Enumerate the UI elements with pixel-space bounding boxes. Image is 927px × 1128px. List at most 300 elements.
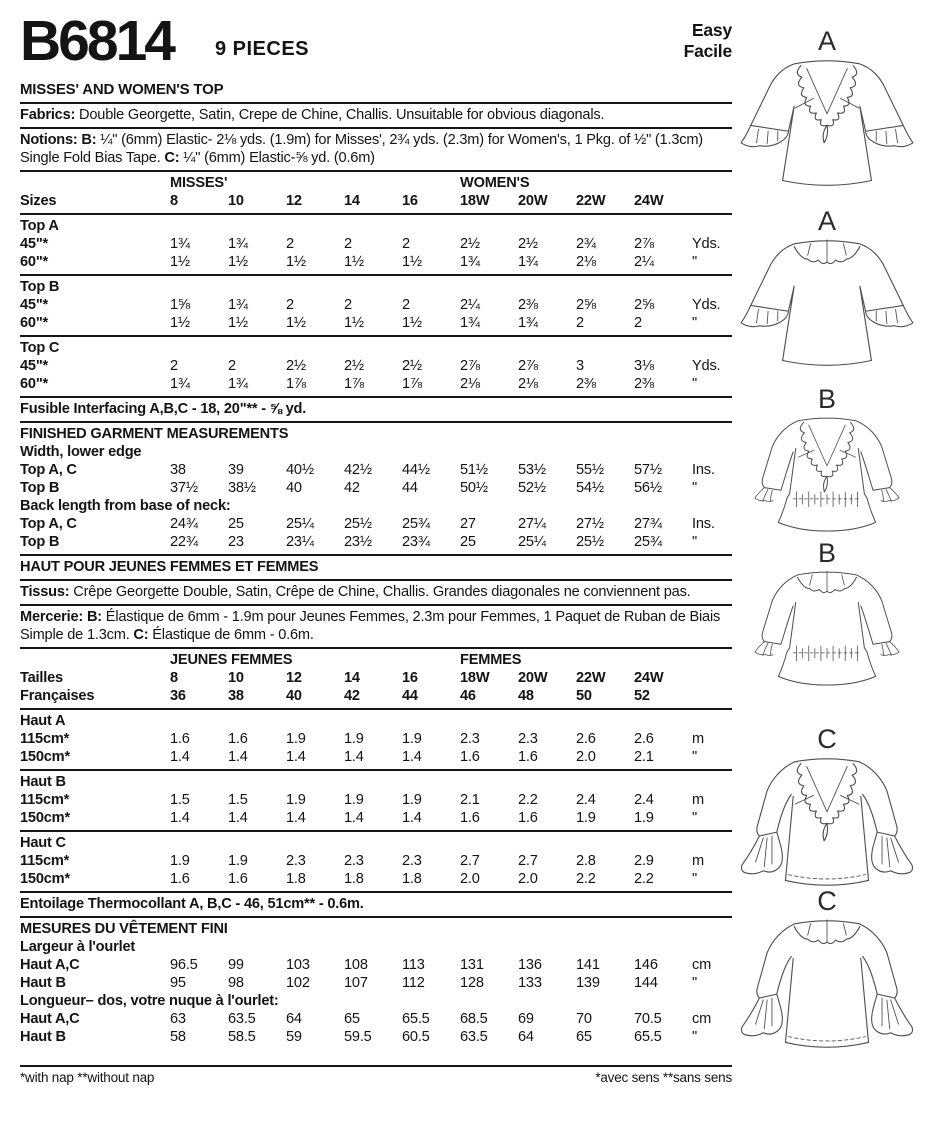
table-row [20,748,732,766]
table-cell: 23¾ [402,534,430,550]
table-cell: 1.6 [170,871,190,887]
garment-c-front-illustration [734,752,920,892]
row-label: Top A, C [20,462,77,478]
table-cell: 2⅛ [576,254,596,270]
table-cell: 2⅜ [518,297,538,313]
row-label: 45"* [20,297,49,313]
table-cell: 2⅞ [634,236,654,252]
table-cell: 107 [344,975,368,991]
table-cell: 2⅛ [518,376,538,392]
section-label: Haut C [20,835,66,851]
garment-a-front-illustration [734,54,920,194]
garment-b-back-illustration [734,566,920,692]
table-cell: 60.5 [402,1029,430,1045]
table-cell: 1.6 [518,810,538,826]
table-cell: 12 [286,193,302,209]
table-cell: 22W [576,193,606,209]
table-cell: 2.7 [518,853,538,869]
table-cell: 1½ [170,315,190,331]
table-cell: 2.3 [344,853,364,869]
notions-paragraph: Notions: B: ¼" (6mm) Elastic- 2⅛ yds. (1.9m) for Misses', 2¾ yds. (2.3m) for Women's, 1 Pkg. of ½" (1.3cm) Single Fold Bias Tape. C: ¼" (6mm) Elastic-⅝ yd. (0.6m) [20,132,703,166]
table-cell: 95 [170,975,186,991]
garment-b-front-figure [731,386,923,538]
table-cell: 63 [170,1011,186,1027]
table-cell: 2⅝ [576,297,596,313]
table-cell: 139 [576,975,600,991]
garment-c-back-label: C [817,886,837,916]
francaises-header-row [20,687,732,705]
table-row [20,730,732,748]
table-cell: 128 [460,975,484,991]
row-unit: cm [692,1011,712,1027]
row-label: 115cm* [20,853,70,869]
difficulty-fr: Facile [683,41,732,61]
table-cell: 42 [344,480,360,496]
table-row [20,791,732,809]
table-cell: 2.3 [286,853,306,869]
table-cell: 52 [634,688,650,704]
row-unit: " [692,534,697,550]
table-cell: 1½ [228,254,248,270]
mesures-sub-largeur: Largeur à l'ourlet [20,939,136,955]
section-label: Top C [20,340,60,356]
mesures-heading: MESURES DU VÊTEMENT FINI [20,921,228,937]
row-unit: " [692,376,697,392]
table-cell: 70 [576,1011,592,1027]
masthead [20,9,732,78]
table-cell: 18W [460,193,490,209]
table-cell: 44 [402,688,418,704]
mesures-sub-longueur: Longueur– dos, votre nuque à l'ourlet: [20,993,279,1009]
table-cell: 1¾ [228,376,248,392]
table-cell: 1.6 [518,749,538,765]
table-cell: 2.1 [460,792,480,808]
table-cell: 10 [228,193,244,209]
row-label: Tailles [20,670,63,686]
entoilage-note: Entoilage Thermocollant A, B,C - 46, 51cm** - 0.6m. [20,896,364,912]
group-womens: WOMEN'S [460,175,530,191]
sizes-header-row [20,192,732,210]
garment-c-front-label: C [817,724,837,754]
table-cell: 1¾ [170,236,190,252]
row-label: Haut A,C [20,1011,80,1027]
table-cell: 2⅜ [576,376,596,392]
table-row [20,533,732,551]
garment-a-back-illustration [734,234,920,374]
table-cell: 2 [344,297,352,313]
row-unit: " [692,975,697,991]
row-unit: Yds. [692,236,721,252]
row-unit: cm [692,957,712,973]
divider [20,170,732,172]
row-unit: m [692,853,704,869]
fabrics-paragraph: Fabrics: Double Georgette, Satin, Crepe de Chine, Challis. Unsuitable for obvious diagonals. [20,107,605,123]
table-cell: 2⅛ [460,376,480,392]
table-cell: 2⅞ [460,358,480,374]
table-cell: 42 [344,688,360,704]
table-cell: 65 [344,1011,360,1027]
table-cell: 2.2 [576,871,596,887]
divider [20,102,732,104]
pattern-number: B6814 [20,9,173,73]
table-cell: 2.0 [576,749,596,765]
table-cell: 24W [634,670,664,686]
table-cell: 1.9 [634,810,654,826]
table-cell: 8 [170,193,178,209]
table-cell: 1.4 [170,810,190,826]
table-cell: 44 [402,480,418,496]
table-cell: 2.7 [460,853,480,869]
row-unit: m [692,792,704,808]
table-row [20,1010,732,1028]
table-row [20,515,732,533]
table-row [20,253,732,271]
table-cell: 40½ [286,462,314,478]
garment-b-back-label: B [817,538,836,568]
table-cell: 2.6 [576,731,596,747]
page-title: MISSES' AND WOMEN'S TOP [20,81,224,98]
row-label: 60"* [20,315,49,331]
table-cell: 52½ [518,480,546,496]
table-cell: 1⅝ [170,297,190,313]
row-unit: " [692,871,697,887]
row-unit: m [692,731,704,747]
table-cell: 2½ [460,236,480,252]
table-cell: 1.4 [286,810,306,826]
table-cell: 1.8 [286,871,306,887]
divider [20,647,732,649]
table-cell: 58.5 [228,1029,256,1045]
table-cell: 25½ [344,516,372,532]
garment-a-front-figure [731,28,923,194]
divider [20,335,732,337]
footnote-fr: *avec sens **sans sens [595,1070,732,1085]
divider [20,274,732,276]
table-cell: 1⅞ [344,376,364,392]
table-cell: 27½ [576,516,604,532]
finished-heading: FINISHED GARMENT MEASUREMENTS [20,426,289,442]
table-cell: 131 [460,957,484,973]
row-label: Top A, C [20,516,77,532]
divider [20,769,732,771]
table-cell: 25 [228,516,244,532]
table-cell: 65 [576,1029,592,1045]
table-cell: 1.4 [402,810,422,826]
table-row [20,235,732,253]
table-cell: 1½ [228,315,248,331]
table-cell: 1½ [402,254,422,270]
table-cell: 2.2 [634,871,654,887]
row-label: Haut B [20,975,66,991]
table-cell: 64 [518,1029,534,1045]
section-label: Haut A [20,713,66,729]
table-cell: 1.4 [170,749,190,765]
table-cell: 1.6 [170,731,190,747]
divider [20,891,732,893]
table-cell: 14 [344,670,360,686]
table-cell: 36 [170,688,186,704]
table-cell: 1¾ [460,315,480,331]
table-cell: 25 [460,534,476,550]
table-cell: 2 [286,297,294,313]
table-cell: 23½ [344,534,372,550]
table-cell: 69 [518,1011,534,1027]
table-cell: 1.9 [170,853,190,869]
table-cell: 20W [518,193,548,209]
table-row [20,314,732,332]
table-cell: 2.3 [460,731,480,747]
row-label: 150cm* [20,749,70,765]
table-cell: 1.5 [170,792,190,808]
size-group-header-row [20,651,732,669]
table-cell: 2 [576,315,584,331]
table-cell: 2⅝ [634,297,654,313]
table-cell: 133 [518,975,542,991]
group-jeunes-femmes: JEUNES FEMMES [170,652,293,668]
table-cell: 57½ [634,462,662,478]
row-unit: " [692,315,697,331]
table-cell: 1½ [344,315,364,331]
difficulty-en: Easy [691,20,732,40]
row-unit: " [692,1029,697,1045]
table-row [20,956,732,974]
table-cell: 22W [576,670,606,686]
table-cell: 1.9 [402,792,422,808]
row-label: Haut A,C [20,957,80,973]
table-cell: 48 [518,688,534,704]
table-cell: 1½ [402,315,422,331]
table-cell: 1.9 [402,731,422,747]
table-cell: 20W [518,670,548,686]
table-cell: 27¾ [634,516,662,532]
table-cell: 1.4 [402,749,422,765]
table-row [20,974,732,992]
table-cell: 1.9 [286,731,306,747]
row-label: 45"* [20,358,49,374]
table-cell: 56½ [634,480,662,496]
table-cell: 24¾ [170,516,198,532]
garment-a-back-label: A [817,206,836,236]
table-cell: 54½ [576,480,604,496]
row-label: 60"* [20,254,49,270]
garment-b-front-illustration [734,412,920,538]
table-cell: 53½ [518,462,546,478]
table-cell: 144 [634,975,658,991]
divider [20,916,732,918]
table-cell: 40 [286,688,302,704]
table-cell: 70.5 [634,1011,662,1027]
table-cell: 1.8 [402,871,422,887]
table-cell: 98 [228,975,244,991]
row-label: Françaises [20,688,95,704]
group-misses: MISSES' [170,175,228,191]
table-cell: 1½ [344,254,364,270]
table-cell: 2 [170,358,178,374]
row-label: Sizes [20,193,57,209]
table-row [20,1028,732,1046]
table-cell: 63.5 [460,1029,488,1045]
table-cell: 1.5 [228,792,248,808]
row-label: Top B [20,534,60,550]
table-cell: 1¾ [228,236,248,252]
table-cell: 2 [286,236,294,252]
garment-a-front-label: A [817,26,836,56]
table-cell: 58 [170,1029,186,1045]
size-group-header-row [20,174,732,192]
row-label: 115cm* [20,731,70,747]
table-cell: 1¾ [460,254,480,270]
footnote-en: *with nap **without nap [20,1070,155,1085]
table-cell: 59 [286,1029,302,1045]
divider [20,579,732,581]
row-label: 115cm* [20,792,70,808]
table-cell: 1½ [286,315,306,331]
table-cell: 65.5 [634,1029,662,1045]
french-heading: HAUT POUR JEUNES FEMMES ET FEMMES [20,559,319,575]
row-unit: Ins. [692,516,715,532]
pieces-count: 9 PIECES [214,38,310,60]
interfacing-note: Fusible Interfacing A,B,C - 18, 20"** - ⅝ yd. [20,401,307,417]
table-cell: 2½ [518,236,538,252]
table-cell: 1.4 [344,810,364,826]
table-cell: 1.8 [344,871,364,887]
row-unit: " [692,480,697,496]
table-cell: 23 [228,534,244,550]
table-cell: 27 [460,516,476,532]
table-cell: 3 [576,358,584,374]
table-cell: 55½ [576,462,604,478]
table-cell: 2¼ [460,297,480,313]
table-cell: 12 [286,670,302,686]
divider [20,213,732,215]
table-cell: 50 [576,688,592,704]
table-cell: 1.4 [228,749,248,765]
table-cell: 1½ [170,254,190,270]
divider [20,127,732,129]
table-row [20,870,732,888]
table-cell: 1.6 [460,749,480,765]
garment-b-back-figure [731,540,923,692]
table-cell: 1⅞ [286,376,306,392]
table-cell: 22¾ [170,534,198,550]
table-cell: 68.5 [460,1011,488,1027]
row-unit: " [692,810,697,826]
table-cell: 2.4 [634,792,654,808]
table-cell: 51½ [460,462,488,478]
table-cell: 2.8 [576,853,596,869]
table-cell: 2.4 [576,792,596,808]
table-cell: 2¾ [576,236,596,252]
divider [20,554,732,556]
table-cell: 146 [634,957,658,973]
garment-c-back-illustration [734,914,920,1054]
table-row [20,296,732,314]
table-cell: 102 [286,975,310,991]
table-row [20,375,732,393]
tailles-header-row [20,669,732,687]
footnotes [20,1069,732,1086]
divider [20,396,732,398]
row-label: 60"* [20,376,49,392]
table-cell: 25¾ [402,516,430,532]
table-cell: 1.4 [286,749,306,765]
table-cell: 2 [402,297,410,313]
divider [20,604,732,606]
table-cell: 25½ [576,534,604,550]
table-cell: 1.9 [286,792,306,808]
table-cell: 1.6 [228,871,248,887]
table-cell: 1.9 [576,810,596,826]
table-cell: 96.5 [170,957,198,973]
row-unit: Ins. [692,462,715,478]
row-label: 45"* [20,236,49,252]
table-cell: 1¾ [228,297,248,313]
table-cell: 8 [170,670,178,686]
divider [20,708,732,710]
table-cell: 37½ [170,480,198,496]
table-cell: 23¼ [286,534,314,550]
table-cell: 1⅞ [402,376,422,392]
table-cell: 38½ [228,480,256,496]
table-cell: 59.5 [344,1029,372,1045]
table-cell: 2.3 [402,853,422,869]
table-cell: 99 [228,957,244,973]
table-cell: 50½ [460,480,488,496]
text-column [20,9,732,1086]
table-cell: 1.6 [228,731,248,747]
table-cell: 25¾ [634,534,662,550]
table-cell: 1¾ [170,376,190,392]
garment-b-front-label: B [817,384,836,414]
table-cell: 1¾ [518,254,538,270]
table-cell: 25¼ [286,516,314,532]
table-cell: 136 [518,957,542,973]
table-cell: 1.4 [344,749,364,765]
table-cell: 2.3 [518,731,538,747]
table-cell: 2.0 [460,871,480,887]
table-cell: 2½ [286,358,306,374]
table-cell: 1.9 [344,792,364,808]
row-label: 150cm* [20,810,70,826]
tissus-paragraph: Tissus: Crêpe Georgette Double, Satin, Crêpe de Chine, Challis. Grandes diagonales ne conviennent pas. [20,584,691,600]
group-femmes: FEMMES [460,652,522,668]
table-cell: 1.6 [460,810,480,826]
table-cell: 2.6 [634,731,654,747]
section-label: Top B [20,279,60,295]
table-cell: 141 [576,957,600,973]
section-label: Haut B [20,774,66,790]
table-cell: 63.5 [228,1011,256,1027]
garment-a-back-figure [731,208,923,374]
table-cell: 113 [402,957,425,973]
table-cell: 27¼ [518,516,546,532]
table-cell: 1.4 [228,810,248,826]
table-row [20,461,732,479]
divider [20,421,732,423]
row-unit: Yds. [692,297,721,313]
row-unit: " [692,254,697,270]
finished-sub-width: Width, lower edge [20,444,142,460]
table-cell: 18W [460,670,490,686]
section-label: Top A [20,218,59,234]
table-cell: 42½ [344,462,372,478]
table-cell: 16 [402,193,418,209]
table-cell: 1.9 [344,731,364,747]
table-cell: 46 [460,688,476,704]
table-cell: 38 [228,688,244,704]
table-cell: 65.5 [402,1011,430,1027]
table-cell: 40 [286,480,302,496]
